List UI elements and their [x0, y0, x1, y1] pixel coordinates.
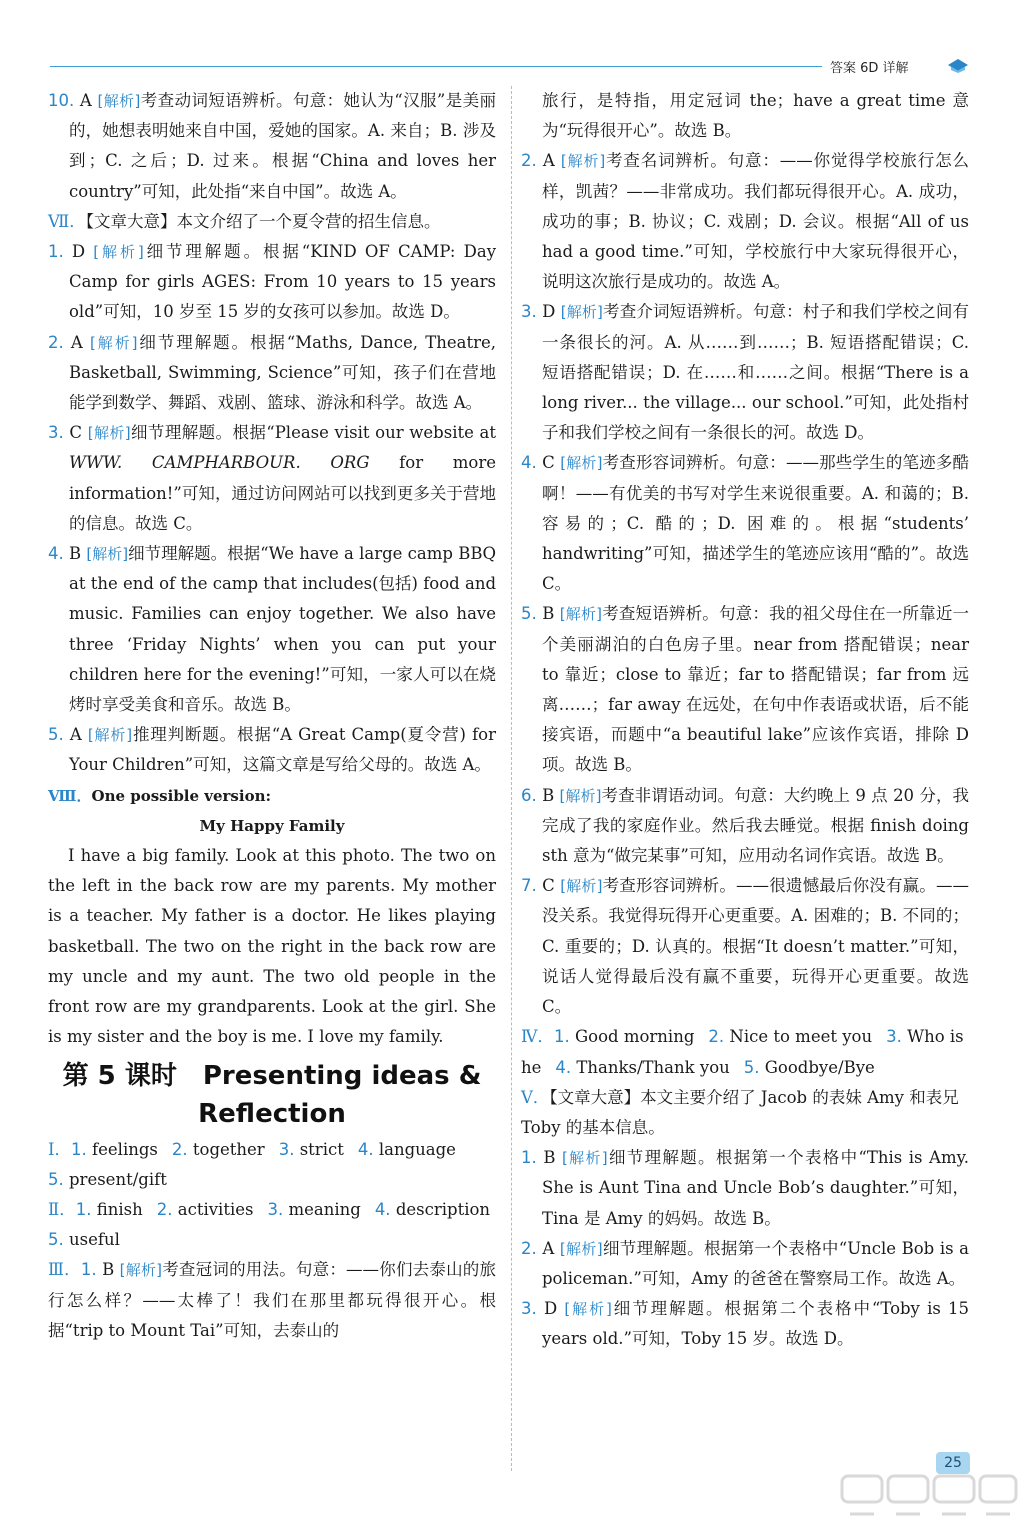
section-heading: Ⅷ．One possible version: [48, 786, 272, 805]
answer-item: 1. D [解析]细节理解题。根据“KIND OF CAMP: Day Camp for girls AGES: From 10 years to 15 years old”可知，10 岁至 15 岁的女孩可以参加。故选 D。 [48, 242, 497, 322]
answer-item: Ⅲ．1. B [解析]考查冠词的用法。句意：——你们去泰山的旅行怎么样？——太棒了！我们在那里都玩得很开心。根据“trip to Mount Tai”可知，去泰山的 [48, 1260, 497, 1340]
answer-item: 7. C [解析]考查形容词辨析。——很遗憾最后你没有赢。——没关系。我觉得玩得开心更重要。A. 困难的；B. 不同的；C. 重要的；D. 认真的。根据“It doesn’t matter.”可知，说话人觉得最后没有赢不重要，玩得开心更重要。故选 C。 [521, 876, 969, 1017]
lesson-title: 第 5 课时 Presenting ideas & Reflection [62, 1060, 482, 1129]
answer-item: 1. B [解析]细节理解题。根据第一个表格中“This is Amy. She is Aunt Tina and Uncle Bob’s daughter.”可知，Tina 是 Amy 的妈妈。故选 B。 [521, 1148, 969, 1228]
answer-item: 5. A [解析]推理判断题。根据“A Great Camp(夏令营) for Your Children”可知，这篇文章是写给父母的。故选 A。 [48, 725, 496, 775]
answer-item: 2. A [解析]考查名词辨析。句意：——你觉得学校旅行怎么样，凯茜？——非常成功。我们都玩得很开心。A. 成功，成功的事；B. 协议；C. 戏剧；D. 会议。根据“All of us had a good time.”可知，学校旅行中大家玩得很开心，说明这次旅行是成功的。故选 A。 [521, 151, 969, 292]
section-heading: Ⅴ．【文章大意】本文主要介绍了 Jacob 的表妹 Amy 和表兄 Toby 的基本信息。 [521, 1087, 959, 1137]
page-number: 25 [936, 1452, 970, 1474]
column-divider [511, 86, 512, 1471]
section-heading: Ⅶ．【文章大意】本文介绍了一个夏令营的招生信息。 [48, 211, 441, 231]
answer-item: 4. C [解析]考查形容词辨析。句意：——那些学生的笔迹多酷啊！——有优美的书写对学生来说很重要。A. 和蔼的；B. 容易的；C. 酷的；D. 困难的。根据“students’ handwriting”可知，描述学生的笔迹应该用“酷的”。故选 C。 [521, 453, 969, 594]
essay-title: My Happy Family [199, 816, 345, 835]
left-column [48, 86, 496, 1346]
answer-item: 2. A [解析]细节理解题。根据第一个表格中“Uncle Bob is a policeman.”可知，Amy 的爸爸在警察局工作。故选 A。 [521, 1238, 969, 1288]
answer-item: 3. D [解析]考查介词短语辨析。句意：村子和我们学校之间有一条很长的河。A. 从……到……；B. 短语搭配错误；C. 短语搭配错误；D. 在……和……之间。根据“There is a long river... the village... our school.”可知，此处指村子和我们学校之间有一条很长的河。故选 D。 [521, 302, 969, 443]
header-rule [50, 66, 822, 67]
book-logo-icon [947, 56, 969, 74]
website-url: WWW. CAMPHARBOUR. ORG [69, 453, 370, 473]
essay-body: I have a big family. Look at this photo. The two on the left in the back row are my parents. My mother is a teacher. My father is a doctor. He likes playing basketball. The two on the right in the back row are my uncle and my aunt. The two old people in the front row are my grandparents. Look at the girl. She is my sister and the boy is me. I love my family. [48, 846, 496, 1047]
answer-list: Ⅰ．1. feelings 2. together 3. strict 4. language 5. present/gift [48, 1139, 456, 1189]
answer-continuation: 旅行，是特指，用定冠词 the；have a great time 意为“玩得很开心”。故选 B。 [542, 91, 969, 141]
header-title: 答案 6D 详解 [830, 61, 909, 76]
right-column [521, 86, 969, 1355]
answer-item: 6. B [解析]考查非谓语动词。句意：大约晚上 9 点 20 分，我完成了我的家庭作业。然后我去睡觉。根据 finish doing sth 意为“做完某事”可知，应用动名词作宾语。故选 B。 [521, 785, 970, 866]
answer-item: 2. A [解析]细节理解题。根据“Maths, Dance, Theatre, Basketball, Swimming, Science”可知，孩子们在营地能学到数学、舞蹈、戏剧、篮球、游泳和科学。故选 A。 [48, 332, 496, 413]
answer-list: Ⅳ．1. Good morning 2. Nice to meet you 3. Who is he 4. Thanks/Thank you 5. Goodbye/Bye [521, 1027, 964, 1077]
answer-item: 3. D [解析]细节理解题。根据第二个表格中“Toby is 15 years old.”可知，Toby 15 岁。故选 D。 [521, 1299, 969, 1349]
answer-item: 5. B [解析]考查短语辨析。句意：我的祖父母住在一所靠近一个美丽湖泊的白色房子里。near from 搭配错误；near to 靠近；close to 靠近；far to 搭配错误；far from 远离……；far away 在远处，在句中作表语或状语，后不能接宾语，而题中“a beautiful lake”应该作宾语，排除 D 项。故选 B。 [521, 604, 970, 775]
answer-list: Ⅱ．1. finish 2. activities 3. meaning 4. description 5. useful [48, 1199, 491, 1250]
answer-item: 10. A [解析]考查动词短语辨析。句意：她认为“汉服”是美丽的，她想表明她来自中国，爱她的国家。A. 来自；B. 涉及到；C. 之后；D. 过来。根据“China and loves her country”可知，此处指“来自中国”。故选 A。 [48, 91, 497, 201]
answer-item: 4. B [解析]细节理解题。根据“We have a large camp BBQ at the end of the camp that includes(包括) food and music. Families can enjoy together. We also have three ‘Friday Nights’ when you can put your children here for the evening!”可知，一家人可以在烧烤时享受美食和音乐。故选 B。 [48, 544, 497, 715]
watermark-logo-icon [836, 1470, 1022, 1530]
answer-item: 3. C [解析]细节理解题。根据“Please visit our website at WWW. CAMPHARBOUR. ORG for more information!”可知，通过访问网站可以找到更多关于营地的信息。故选 C。 [48, 423, 496, 533]
